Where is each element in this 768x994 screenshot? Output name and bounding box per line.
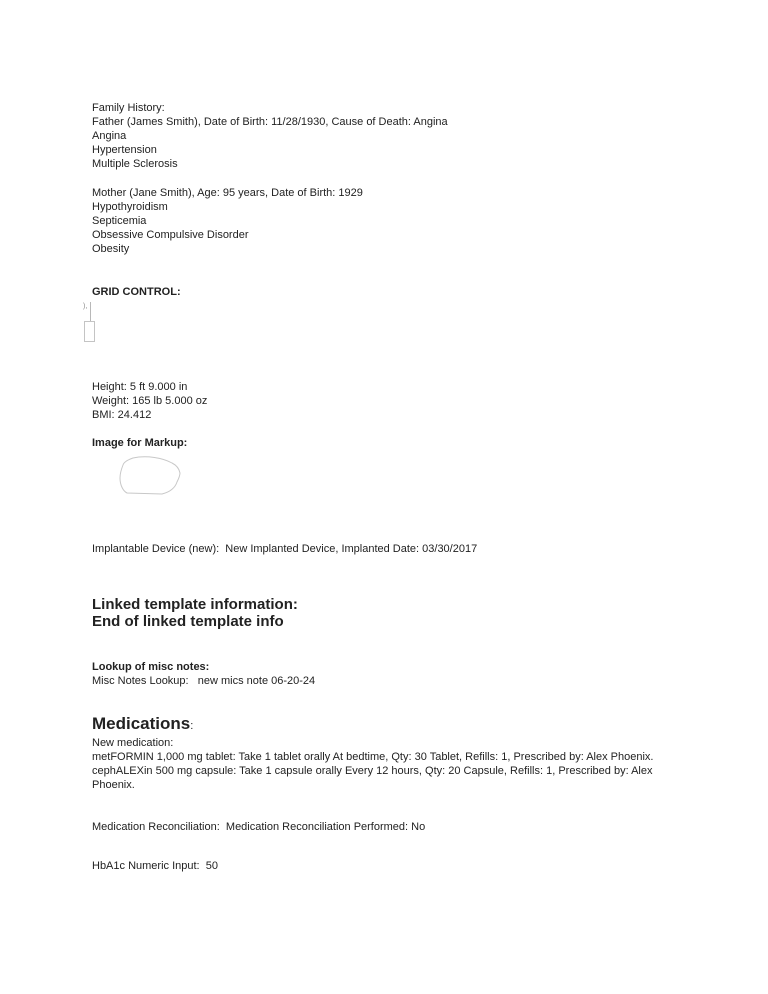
family-history-section — [92, 101, 692, 171]
implantable-device-section — [92, 542, 692, 556]
mother-condition: Obsessive Compulsive Disorder — [92, 229, 249, 241]
grid-control-caret — [90, 302, 91, 323]
image-for-markup-section — [92, 436, 692, 450]
family-history-mother-section — [92, 186, 692, 256]
mother-condition: Septicemia — [92, 215, 147, 227]
mother-condition: Hypothyroidism — [92, 201, 168, 213]
bmi-line: BMI: 24.412 — [92, 409, 152, 421]
markup-drawing — [115, 452, 190, 502]
height-line: Height: 5 ft 9.000 in — [92, 381, 188, 393]
grid-control-section — [92, 285, 692, 299]
grid-control-empty-box — [84, 321, 95, 342]
medication-reconciliation-section — [92, 820, 692, 834]
weight-line: Weight: 165 lb 5.000 oz — [92, 395, 208, 407]
father-condition: Multiple Sclerosis — [92, 158, 178, 170]
medications-title-colon: : — [190, 720, 194, 732]
grid-control-artifact-text: ), — [83, 303, 88, 310]
grid-control-title: GRID CONTROL: — [92, 286, 181, 298]
mother-condition: Obesity — [92, 243, 130, 255]
misc-notes-line: Misc Notes Lookup: new mics note 06-20-24 — [92, 675, 316, 687]
linked-template-section — [92, 596, 692, 630]
implantable-device-line: Implantable Device (new): New Implanted Device, Implanted Date: 03/30/2017 — [92, 543, 478, 555]
hba1c-section — [92, 859, 692, 873]
family-history-title: Family History: — [92, 102, 165, 114]
father-info-line: Father (James Smith), Date of Birth: 11/28/1930, Cause of Death: Angina — [92, 116, 448, 128]
linked-template-title: Linked template information: — [92, 596, 298, 613]
new-medication-label: New medication: — [92, 737, 174, 749]
vitals-section — [92, 380, 692, 422]
medications-section — [92, 714, 692, 792]
misc-notes-section — [92, 660, 692, 688]
grid-control-widget — [83, 302, 103, 344]
medications-heading — [92, 714, 692, 734]
misc-notes-title: Lookup of misc notes: — [92, 661, 210, 673]
medication-reconciliation-line: Medication Reconciliation: Medication Reconciliation Performed: No — [92, 821, 426, 833]
father-condition: Angina — [92, 130, 127, 142]
mother-info-line: Mother (Jane Smith), Age: 95 years, Date of Birth: 1929 — [92, 187, 363, 199]
linked-template-end: End of linked template info — [92, 613, 284, 630]
image-for-markup-title: Image for Markup: — [92, 437, 188, 449]
medication-item: cephALEXin 500 mg capsule: Take 1 capsule orally Every 12 hours, Qty: 20 Capsule, Refills: 1, Prescribed by: Alex Phoenix. — [92, 765, 656, 791]
medication-item: metFORMIN 1,000 mg tablet: Take 1 tablet orally At bedtime, Qty: 30 Tablet, Refills: 1, Prescribed by: Alex Phoenix. — [92, 751, 654, 763]
father-condition: Hypertension — [92, 144, 157, 156]
medications-title: Medications — [92, 714, 191, 733]
hba1c-line: HbA1c Numeric Input: 50 — [92, 860, 218, 872]
